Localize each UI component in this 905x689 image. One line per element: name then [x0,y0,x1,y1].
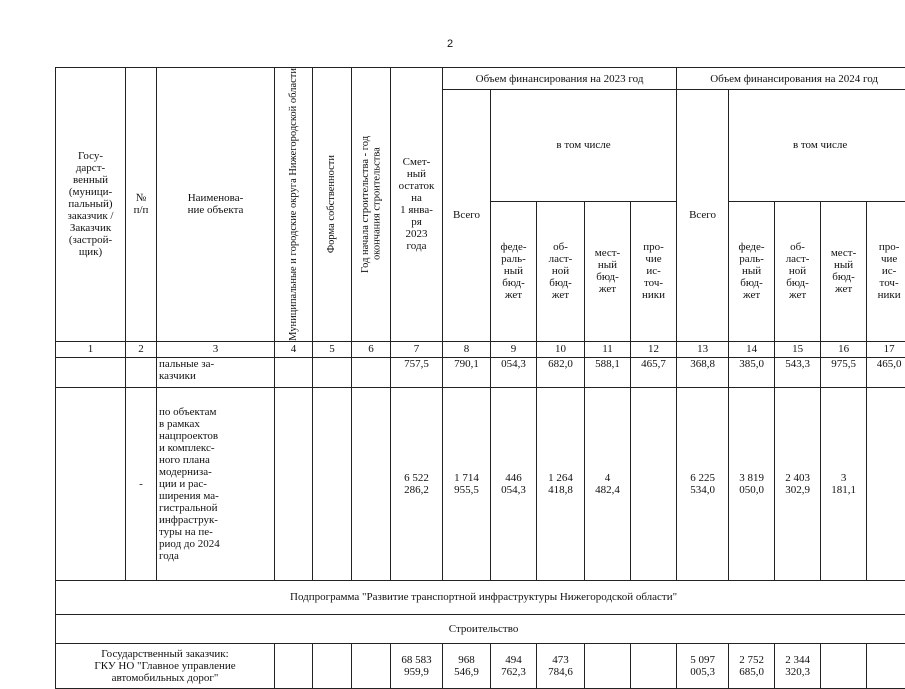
section-title: Строительство [56,614,905,643]
cell-estimate: 68 583 959,9 [391,643,443,688]
header-local-2023: мест- ный бюд- жет [585,201,631,341]
cell-federal-2024: 3 819 050,0 [729,387,775,580]
cell-municipality [275,387,313,580]
header-federal-2023: феде- раль- ный бюд- жет [491,201,537,341]
header-object-name: Наименова- ние объекта [157,68,275,342]
col-number: 12 [631,341,677,357]
cell-object-name: по объектам в рамках нацпроектов и комплекс- ного плана модерниза- ции и рас- ширения ма- гистральной инфраструк- туры на пе- риод до 2024 года [157,387,275,580]
cell-total-2023: 968 546,9 [443,643,491,688]
header-municipality: Муниципальные и городские округа Нижегородской области [275,68,313,342]
cell-customer: Государственный заказчик: ГКУ НО "Главное управление автомобильных дорог" [56,643,275,688]
page-number: 2 [447,38,453,50]
cell-other-2023 [631,387,677,580]
cell-customer [56,357,126,387]
table-row [56,357,905,387]
cell-federal-2024: 385,0 [729,357,775,387]
cell-estimate: 757,5 [391,357,443,387]
header-estimate: Смет- ный остаток на 1 янва- ря 2023 года [391,68,443,342]
cell-federal-2023: 446 054,3 [491,387,537,580]
cell-federal-2024: 2 752 685,0 [729,643,775,688]
table-row [56,387,905,580]
header-fin-2023: Объем финансирования на 2023 год [443,68,677,90]
col-number: 8 [443,341,491,357]
cell-local-2023 [585,643,631,688]
cell-municipality [275,643,313,688]
col-number: 11 [585,341,631,357]
cell-local-2024: 3 181,1 [821,387,867,580]
cell-years [352,387,391,580]
cell-ownership [313,357,352,387]
cell-num: - [126,387,157,580]
subprogram-title: Подпрограмма "Развитие транспортной инфраструктуры Нижегородской области" [56,580,905,614]
column-numbers-row [56,341,905,357]
col-number: 17 [867,341,905,357]
table-row [56,643,905,688]
header-num: № п/п [126,68,157,342]
header-local-2024: мест- ный бюд- жет [821,201,867,341]
cell-federal-2023: 494 762,3 [491,643,537,688]
cell-customer [56,387,126,580]
col-number: 14 [729,341,775,357]
col-number: 4 [275,341,313,357]
col-number: 7 [391,341,443,357]
col-number: 6 [352,341,391,357]
header-ownership: Форма собственности [313,68,352,342]
col-number: 13 [677,341,729,357]
header-customer: Госу- дарст- венный (муници- пальный) заказчик / Заказчик (застрой- щик) [56,68,126,342]
col-number: 9 [491,341,537,357]
col-number: 15 [775,341,821,357]
cell-num [126,357,157,387]
col-number: 2 [126,341,157,357]
header-other-2023: про- чие ис- точ- ники [631,201,677,341]
cell-regional-2023: 682,0 [537,357,585,387]
col-number: 3 [157,341,275,357]
cell-local-2024: 975,5 [821,357,867,387]
cell-object-name: пальные за- казчики [157,357,275,387]
header-including-2023: в том числе [491,90,677,202]
cell-other-2023 [631,643,677,688]
col-number: 10 [537,341,585,357]
cell-local-2023: 588,1 [585,357,631,387]
col-number: 16 [821,341,867,357]
col-number: 5 [313,341,352,357]
cell-total-2023: 1 714 955,5 [443,387,491,580]
section-row [56,614,905,643]
cell-municipality [275,357,313,387]
header-fin-2024: Объем финансирования на 2024 год [677,68,905,90]
cell-total-2024: 6 225 534,0 [677,387,729,580]
cell-local-2024 [821,643,867,688]
financing-table [55,67,905,689]
cell-total-2023: 790,1 [443,357,491,387]
cell-regional-2024: 2 344 320,3 [775,643,821,688]
cell-regional-2024: 2 403 302,9 [775,387,821,580]
cell-ownership [313,643,352,688]
header-years: Год начала строительства - год окончания строительства [352,68,391,342]
cell-other-2024: 465,0 [867,357,905,387]
cell-local-2023: 4 482,4 [585,387,631,580]
cell-years [352,357,391,387]
cell-other-2023: 465,7 [631,357,677,387]
cell-other-2024 [867,643,905,688]
cell-federal-2023: 054,3 [491,357,537,387]
header-other-2024: про- чие ис- точ- ники [867,201,905,341]
cell-estimate: 6 522 286,2 [391,387,443,580]
header-regional-2024: об- ласт- ной бюд- жет [775,201,821,341]
header-total-2024: Всего [677,90,729,342]
header-regional-2023: об- ласт- ной бюд- жет [537,201,585,341]
header-total-2023: Всего [443,90,491,342]
cell-other-2024 [867,387,905,580]
cell-regional-2023: 473 784,6 [537,643,585,688]
col-number: 1 [56,341,126,357]
header-including-2024: в том числе [729,90,905,202]
cell-total-2024: 5 097 005,3 [677,643,729,688]
cell-regional-2024: 543,3 [775,357,821,387]
subprogram-row [56,580,905,614]
cell-regional-2023: 1 264 418,8 [537,387,585,580]
cell-total-2024: 368,8 [677,357,729,387]
cell-years [352,643,391,688]
cell-ownership [313,387,352,580]
header-federal-2024: феде- раль- ный бюд- жет [729,201,775,341]
